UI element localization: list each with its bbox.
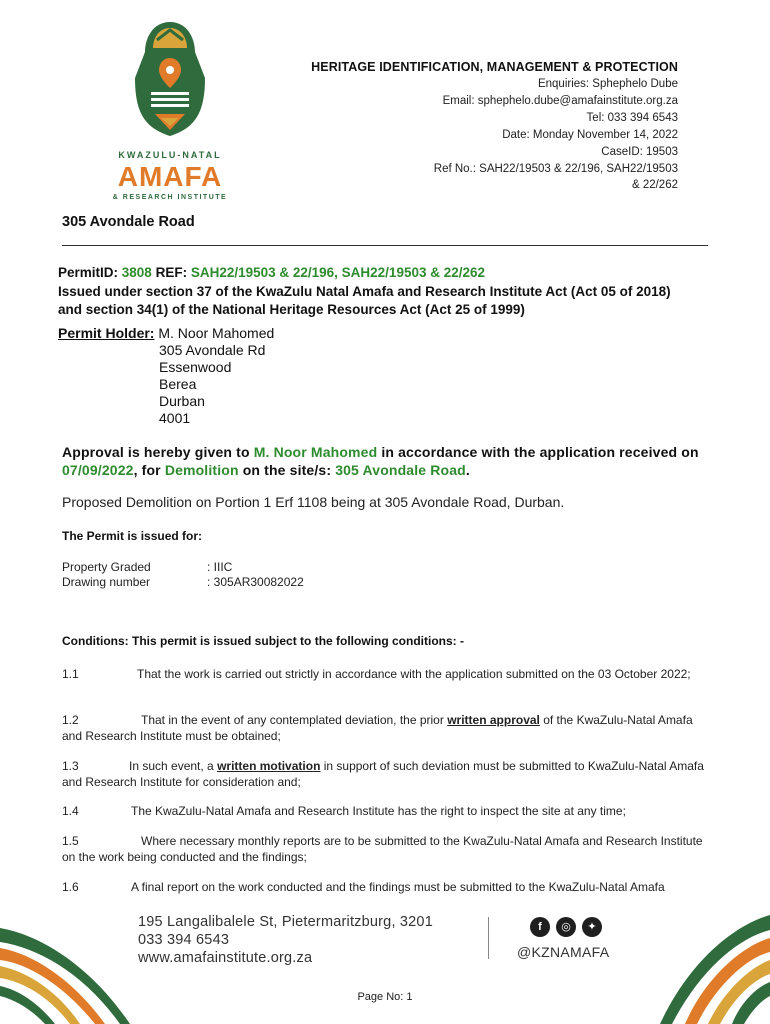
holder-address-line: Durban: [159, 393, 205, 409]
condition-text: A final report on the work conducted and the findings must be submitted to the KwaZulu-Natal Amafa: [131, 880, 665, 894]
twitter-icon[interactable]: ✦: [582, 917, 602, 937]
footer-divider: [488, 917, 489, 959]
approval-text: , for: [133, 462, 165, 478]
header-tel: Tel: 033 394 6543: [586, 112, 678, 124]
approval-statement: [62, 443, 712, 479]
condition-number: 1.1: [62, 667, 79, 681]
permit-ref-label: REF:: [151, 265, 191, 280]
approval-text: in accordance with the application received on: [377, 444, 699, 460]
condition-item: [62, 803, 708, 819]
permit-id-line: [58, 265, 485, 280]
condition-number: 1.3: [62, 759, 79, 773]
approval-text: Approval is hereby given to: [62, 444, 254, 460]
property-value: : IIIC: [207, 560, 233, 574]
instagram-icon[interactable]: ◎: [556, 917, 576, 937]
property-row: [62, 560, 233, 574]
issued-for-title: The Permit is issued for:: [62, 529, 203, 543]
approval-action: Demolition: [164, 462, 239, 478]
property-row: [62, 575, 304, 589]
condition-text: In such event, a: [129, 759, 218, 773]
permit-ref-value: SAH22/19503 & 22/196, SAH22/19503 & 22/262: [190, 265, 486, 280]
footer-address: 195 Langalibalele St, Pietermaritzburg, 3201: [138, 914, 433, 930]
permit-id-value: 3808: [121, 265, 152, 280]
shield-emblem-icon: [135, 22, 205, 136]
social-handle[interactable]: @KZNAMAFA: [517, 944, 610, 960]
permit-id-label: PermitID:: [58, 265, 122, 280]
proposed-description: Proposed Demolition on Portion 1 Erf 1108 being at 305 Avondale Road, Durban.: [62, 494, 565, 510]
condition-text: That the work is carried out strictly in accordance with the application submitted on the 03 October 2022;: [137, 667, 691, 681]
approval-text: on the site/s:: [238, 462, 336, 478]
holder-address-line: 305 Avondale Rd: [159, 342, 266, 358]
logo-region: KWAZULU-NATAL: [118, 150, 222, 160]
header-ref-line2: & 22/262: [631, 179, 678, 191]
act-line-2: and section 34(1) of the National Heritage Resources Act (Act 25 of 1999): [58, 302, 525, 317]
property-label: Drawing number: [62, 575, 151, 589]
permit-holder-label: Permit Holder:: [58, 325, 155, 341]
act-line-1: Issued under section 37 of the KwaZulu Natal Amafa and Research Institute Act (Act 05 of 2018): [58, 284, 671, 299]
condition-item: [62, 666, 708, 682]
condition-item: [62, 712, 708, 744]
act-reference: [58, 283, 718, 319]
permit-holder-name: M. Noor Mahomed: [154, 325, 275, 341]
condition-text: Where necessary monthly reports are to be submitted to the KwaZulu-Natal Amafa and Research Institute on the work being conducted and the findings;: [62, 834, 703, 864]
approval-text: .: [465, 462, 470, 478]
footer-decoration: [0, 890, 770, 1024]
condition-emphasis: written approval: [447, 713, 540, 727]
condition-text: That in the event of any contemplated deviation, the prior: [141, 713, 448, 727]
condition-number: 1.6: [62, 880, 79, 894]
header-email: Email: sphephelo.dube@amafainstitute.org.za: [442, 95, 678, 107]
amafa-logo: [95, 18, 245, 203]
holder-address-line: 4001: [159, 410, 191, 426]
logo-name: AMAFA: [117, 161, 223, 192]
page-title: 305 Avondale Road: [62, 214, 195, 230]
condition-text: The KwaZulu-Natal Amafa and Research Institute has the right to inspect the site at any time;: [131, 804, 626, 818]
holder-address-line: Essenwood: [159, 359, 232, 375]
footer-website[interactable]: www.amafainstitute.org.za: [138, 950, 313, 966]
condition-item: [62, 833, 708, 865]
condition-emphasis: written motivation: [217, 759, 321, 773]
header-title: HERITAGE IDENTIFICATION, MANAGEMENT & PROTECTION: [311, 60, 678, 74]
facebook-icon[interactable]: f: [530, 917, 550, 937]
page-number: Page No: 1: [357, 991, 413, 1003]
footer-phone: 033 394 6543: [138, 932, 230, 948]
condition-text: in support of such deviation must be submitted to KwaZulu-Natal Amafa and Research Institute for consideration and;: [62, 759, 704, 789]
header-ref-line1: Ref No.: SAH22/19503 & 22/196, SAH22/19503: [433, 163, 678, 175]
condition-number: 1.4: [62, 804, 79, 818]
header-date: Date: Monday November 14, 2022: [502, 129, 678, 141]
conditions-title: Conditions: This permit is issued subject to the following conditions: -: [62, 634, 464, 648]
permit-holder-block: [58, 325, 274, 427]
condition-number: 1.2: [62, 713, 79, 727]
header-case-id: CaseID: 19503: [601, 146, 678, 158]
divider: [62, 245, 708, 246]
condition-item: [62, 758, 708, 790]
property-value: : 305AR30082022: [207, 575, 304, 589]
approval-site: 305 Avondale Road: [335, 462, 466, 478]
condition-number: 1.5: [62, 834, 79, 848]
logo-subtitle: & RESEARCH INSTITUTE: [112, 194, 228, 201]
property-label: Property Graded: [62, 560, 151, 574]
holder-address-line: Berea: [159, 376, 197, 392]
condition-text: of the KwaZulu-Natal Amafa and Research Institute must be obtained;: [62, 713, 693, 743]
header-enquiries: Enquiries: Sphephelo Dube: [537, 78, 678, 90]
approval-holder: M. Noor Mahomed: [253, 444, 378, 460]
approval-date: 07/09/2022: [62, 462, 134, 478]
